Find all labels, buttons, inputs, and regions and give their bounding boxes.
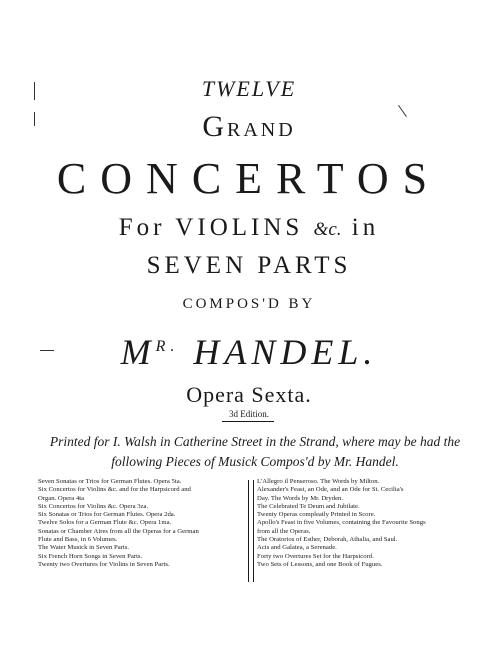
violins-in: in [351, 214, 380, 241]
margin-mark [34, 112, 35, 126]
work-entry: The Oratorios of Esther, Deborah, Athalia, and Saul. [257, 536, 398, 544]
work-entry: Sonatas or Chamber Aires from all the Operas for a German [38, 527, 199, 535]
work-entry: L'Allegro il Penseroso. The Words by Milton. [257, 478, 380, 485]
column-divider [248, 480, 254, 582]
work-entry: from all the Operas. [257, 527, 311, 535]
grand-rest: RAND [227, 119, 296, 141]
works-list-left [38, 478, 243, 569]
title-line-violins [0, 214, 498, 242]
work-entry: Six French Horn Songs in Seven Parts. [38, 552, 143, 560]
work-entry: Day. The Words by Mr. Dryden. [257, 494, 344, 502]
title-line-grand [0, 110, 498, 144]
work-entry: The Water Musick in Seven Parts. [38, 544, 130, 552]
violins-etc: &c. [313, 219, 342, 240]
work-entry: Six Sonatas or Trios for German Flutes. Opera 2da. [38, 511, 176, 519]
work-entry: Seven Sonatas or Trios for German Flutes. Opera 5ta. [38, 478, 182, 485]
composer-title-sup: R. [155, 338, 180, 355]
imprint: Printed for I. Walsh in Catherine Street in the Strand, where may be had the following Pieces of Musick Compos'd by Mr. Handel. [49, 434, 461, 469]
work-entry: Acis and Galatea, a Serenade. [257, 544, 337, 552]
margin-mark [34, 82, 35, 100]
work-entry: Twenty Operas compleatly Printed in Score. [257, 511, 376, 519]
work-entry: Two Sets of Lessons, and one Book of Fugues. [257, 560, 383, 568]
works-list-right [257, 478, 467, 569]
work-entry: The Celebrated Te Deum and Jubilate. [257, 502, 360, 510]
work-entry: Apollo's Feast in five Volumes, containing the Favourite Songs [257, 519, 426, 527]
work-entry: Six Concertos for Violins &c. and for the Harpsicord and [38, 486, 191, 494]
composer-title: M [120, 332, 156, 372]
composer-name [0, 331, 498, 373]
work-entry: Flute and Bass, in 6 Volumes. [38, 536, 118, 544]
work-entry: Alexander's Feast, an Ode, and an Ode for St. Cecilia's [257, 486, 404, 494]
title-line-concertos: CONCERTOS [56, 154, 442, 203]
edition-note: 3d Edition. [229, 409, 269, 419]
edition-rule [222, 421, 274, 422]
violins-text: For VIOLINS [118, 214, 304, 241]
work-entry: Twelve Solos for a German Flute &c. Opera 1ma. [38, 519, 172, 527]
title-line-twelve: TWELVE [201, 76, 297, 101]
opus-number: Opera Sexta. [186, 382, 312, 407]
composer-surname: HANDEL. [193, 332, 378, 372]
work-entry: Six Concertos for Violins &c. Opera 3za. [38, 502, 149, 510]
title-line-seven-parts: SEVEN PARTS [146, 252, 352, 279]
work-entry: Twenty two Overtures for Violins in Seven Parts. [38, 560, 170, 568]
work-entry: Forty two Overtures Set for the Harpsicord. [257, 552, 374, 560]
work-entry: Organ. Opera 4ta [38, 494, 85, 502]
grand-initial: G [202, 110, 227, 143]
margin-mark [40, 350, 54, 351]
title-line-composd-by: COMPOS'D BY [182, 296, 316, 312]
